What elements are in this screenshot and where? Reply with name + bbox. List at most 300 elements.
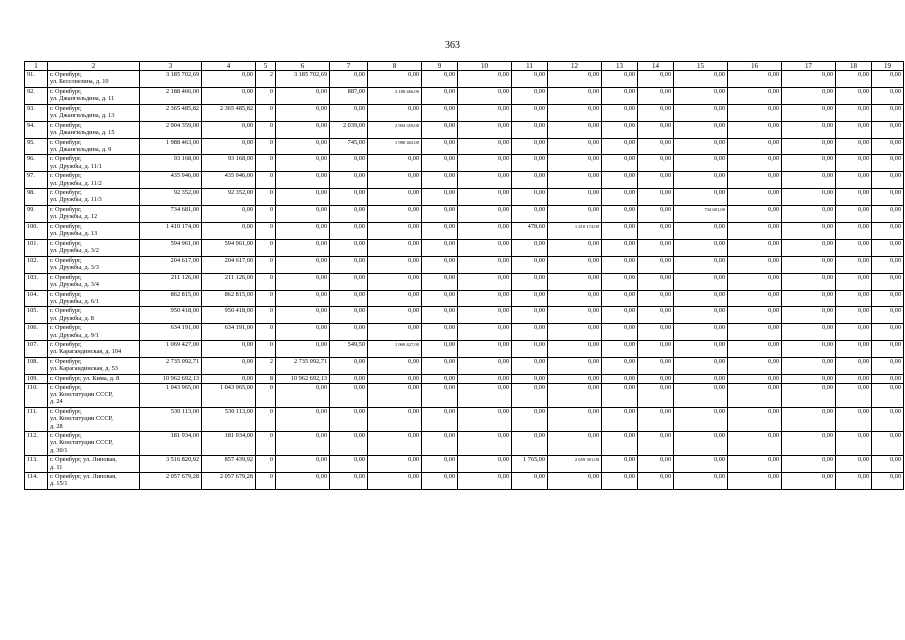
value-cell: 0,00 — [638, 71, 674, 88]
value-cell: 0,00 — [276, 341, 330, 358]
value-cell: 0,00 — [602, 155, 638, 172]
value-cell: 0,00 — [422, 121, 458, 138]
address-line: г. Оренбург, — [50, 307, 82, 315]
value-cell: 0,00 — [422, 155, 458, 172]
table-row — [25, 189, 904, 206]
value-cell: 0,00 — [330, 408, 368, 432]
value-cell: 0,00 — [276, 172, 330, 189]
value-cell: 0,00 — [548, 384, 602, 408]
value-cell: 0,00 — [512, 358, 548, 375]
value-cell: 0,00 — [330, 384, 368, 408]
value-cell: 0,00 — [458, 456, 512, 473]
table-row — [25, 432, 904, 456]
value-cell: 530 113,00 — [140, 408, 202, 432]
value-cell: 862 815,00 — [140, 290, 202, 307]
value-cell: 0,00 — [512, 71, 548, 88]
value-cell: 0,00 — [368, 71, 422, 88]
value-cell: 0,00 — [548, 375, 602, 384]
column-number: 18 — [836, 62, 872, 71]
value-cell: 0 — [256, 324, 276, 341]
value-cell: 0,00 — [638, 155, 674, 172]
table-row — [25, 256, 904, 273]
value-cell: 1 069 427,00 — [140, 341, 202, 358]
value-cell: 0,00 — [202, 223, 256, 240]
address-line: г. Оренбург, — [50, 121, 82, 129]
value-cell: 0,00 — [638, 206, 674, 223]
value-cell: 0,00 — [836, 432, 872, 456]
value-cell: 0,00 — [330, 307, 368, 324]
value-cell: 0,00 — [276, 273, 330, 290]
column-number: 5 — [256, 62, 276, 71]
table-row — [25, 239, 904, 256]
row-number: 103. — [25, 273, 48, 290]
address-line: ул. Бессонезина, д. 10 — [50, 78, 109, 86]
value-cell: 2 039,00 — [330, 121, 368, 138]
value-cell: 0 — [256, 256, 276, 273]
value-cell: 0,00 — [330, 375, 368, 384]
address-line: д. 11 — [50, 463, 63, 471]
value-cell: 0,00 — [872, 256, 904, 273]
value-cell: 2 — [256, 358, 276, 375]
value-cell: 1 410 174,00 — [548, 223, 602, 240]
value-cell: 0,00 — [422, 206, 458, 223]
value-cell: 0,00 — [276, 307, 330, 324]
value-cell: 0,00 — [728, 473, 782, 490]
value-cell: 0,00 — [368, 473, 422, 490]
value-cell: 0,00 — [602, 138, 638, 155]
value-cell: 0,00 — [602, 341, 638, 358]
value-cell: 0 — [256, 121, 276, 138]
address-line: ул. Джангильдина, д. 11 — [50, 95, 115, 103]
row-number: 98. — [25, 189, 48, 206]
value-cell: 634 191,00 — [140, 324, 202, 341]
value-cell: 0,00 — [330, 473, 368, 490]
value-cell: 0,00 — [458, 375, 512, 384]
address-cell — [48, 375, 140, 384]
value-cell: 0,00 — [602, 121, 638, 138]
value-cell: 0,00 — [458, 358, 512, 375]
table-row — [25, 341, 904, 358]
value-cell: 0,00 — [276, 256, 330, 273]
value-cell: 0,00 — [728, 375, 782, 384]
address-line: д. 30/1 — [50, 446, 68, 454]
value-cell: 0,00 — [638, 432, 674, 456]
table-row — [25, 358, 904, 375]
value-cell: 0,00 — [674, 239, 728, 256]
value-cell: 0,00 — [836, 473, 872, 490]
value-cell: 0,00 — [368, 375, 422, 384]
value-cell: 0,00 — [548, 290, 602, 307]
value-cell: 211 126,00 — [202, 273, 256, 290]
address-line: ул. Дружбы, д. 3/3 — [50, 264, 99, 271]
address-line: ул. Карагандинская, д. 104 — [50, 348, 122, 356]
value-cell: 2 904 359,00 — [140, 121, 202, 138]
value-cell: 0,00 — [368, 155, 422, 172]
value-cell: 0,00 — [782, 324, 836, 341]
row-number: 96. — [25, 155, 48, 172]
value-cell: 0,00 — [674, 473, 728, 490]
row-number: 114. — [25, 473, 48, 490]
value-cell: 0 — [256, 189, 276, 206]
value-cell: 0,00 — [276, 324, 330, 341]
row-number: 107. — [25, 341, 48, 358]
value-cell: 0,00 — [368, 104, 422, 121]
value-cell: 0,00 — [872, 456, 904, 473]
address-line: ул. Дружбы, д. 11/1 — [50, 162, 102, 170]
value-cell: 0 — [256, 239, 276, 256]
value-cell: 745,00 — [330, 138, 368, 155]
value-cell: 0,00 — [422, 432, 458, 456]
value-cell: 0,00 — [422, 239, 458, 256]
value-cell: 0,00 — [728, 206, 782, 223]
value-cell: 0,00 — [728, 223, 782, 240]
value-cell: 1 043 965,00 — [202, 384, 256, 408]
value-cell: 0,00 — [836, 172, 872, 189]
address-line: г. Оренбург, ул. Липовая, — [50, 456, 117, 464]
value-cell: 0,00 — [512, 375, 548, 384]
value-cell: 0,00 — [512, 290, 548, 307]
value-cell: 0 — [256, 104, 276, 121]
value-cell: 0,00 — [330, 256, 368, 273]
value-cell: 181 934,00 — [140, 432, 202, 456]
value-cell: 0,00 — [602, 87, 638, 104]
value-cell: 0,00 — [728, 189, 782, 206]
value-cell: 0,00 — [422, 324, 458, 341]
value-cell: 0,00 — [330, 71, 368, 88]
value-cell: 2 365 485,82 — [202, 104, 256, 121]
address-cell — [48, 432, 140, 456]
value-cell: 0,00 — [548, 307, 602, 324]
address-cell — [48, 456, 140, 473]
table-row — [25, 138, 904, 155]
row-number: 102. — [25, 256, 48, 273]
value-cell: 0,00 — [602, 71, 638, 88]
value-cell: 0,00 — [602, 172, 638, 189]
table-row — [25, 408, 904, 432]
value-cell: 0,00 — [368, 239, 422, 256]
value-cell: 0,00 — [512, 273, 548, 290]
value-cell: 0,00 — [674, 273, 728, 290]
value-cell: 0,00 — [602, 273, 638, 290]
value-cell: 0,00 — [602, 358, 638, 375]
column-number: 1 — [25, 62, 48, 71]
value-cell: 0,00 — [602, 104, 638, 121]
value-cell: 0,00 — [674, 384, 728, 408]
value-cell: 0,00 — [458, 290, 512, 307]
address-line: г. Оренбург, ул. Липовая, — [50, 473, 117, 481]
value-cell: 181 934,00 — [202, 432, 256, 456]
value-cell: 0,00 — [728, 408, 782, 432]
value-cell: 0,00 — [782, 155, 836, 172]
value-cell: 0,00 — [512, 189, 548, 206]
value-cell: 0,00 — [602, 307, 638, 324]
value-cell: 0,00 — [728, 155, 782, 172]
address-cell — [48, 223, 140, 240]
value-cell: 0 — [256, 290, 276, 307]
value-cell: 0,00 — [368, 324, 422, 341]
value-cell: 0,00 — [422, 172, 458, 189]
value-cell: 0,00 — [330, 239, 368, 256]
value-cell: 0,00 — [638, 307, 674, 324]
address-line: ул. Дружбы, д. 3/4 — [50, 280, 99, 288]
address-line: г. Оренбург, — [50, 341, 82, 349]
value-cell: 0,00 — [836, 71, 872, 88]
value-cell: 0,00 — [202, 71, 256, 88]
value-cell: 0,00 — [638, 223, 674, 240]
address-cell — [48, 324, 140, 341]
value-cell: 594 961,00 — [202, 239, 256, 256]
value-cell: 0,00 — [512, 341, 548, 358]
value-cell: 0,00 — [836, 273, 872, 290]
value-cell: 0,00 — [548, 87, 602, 104]
address-line: г. Оренбург, — [50, 273, 82, 281]
value-cell: 0,00 — [728, 307, 782, 324]
value-cell: 0,00 — [512, 307, 548, 324]
value-cell: 0,00 — [674, 223, 728, 240]
address-cell — [48, 290, 140, 307]
value-cell: 0,00 — [330, 172, 368, 189]
value-cell: 0,00 — [512, 87, 548, 104]
value-cell: 0,00 — [422, 138, 458, 155]
column-number: 16 — [728, 62, 782, 71]
value-cell: 93 168,00 — [140, 155, 202, 172]
value-cell: 0,00 — [782, 358, 836, 375]
address-cell — [48, 473, 140, 490]
value-cell: 0,00 — [782, 432, 836, 456]
address-cell — [48, 239, 140, 256]
value-cell: 0,00 — [674, 290, 728, 307]
column-number: 12 — [548, 62, 602, 71]
value-cell: 0,00 — [782, 239, 836, 256]
value-cell: 0,00 — [872, 155, 904, 172]
value-cell: 0,00 — [512, 384, 548, 408]
value-cell: 0,00 — [872, 87, 904, 104]
value-cell: 0,00 — [330, 206, 368, 223]
address-line: ул. Конституции СССР, — [50, 439, 113, 447]
value-cell: 0,00 — [728, 87, 782, 104]
address-cell — [48, 408, 140, 432]
value-cell: 0,00 — [458, 138, 512, 155]
value-cell: 435 946,00 — [140, 172, 202, 189]
value-cell: 0,00 — [602, 239, 638, 256]
value-cell: 0,00 — [836, 121, 872, 138]
value-cell: 0,00 — [548, 172, 602, 189]
value-cell: 0,00 — [330, 189, 368, 206]
value-cell: 0,00 — [512, 206, 548, 223]
column-number: 14 — [638, 62, 674, 71]
column-number: 3 — [140, 62, 202, 71]
value-cell: 0,00 — [872, 290, 904, 307]
value-cell: 0,00 — [512, 256, 548, 273]
value-cell: 0,00 — [276, 155, 330, 172]
row-number: 105. — [25, 307, 48, 324]
value-cell: 2 057 679,28 — [202, 473, 256, 490]
value-cell: 0,00 — [458, 341, 512, 358]
value-cell: 0,00 — [422, 104, 458, 121]
address-line: г. Оренбург, — [50, 256, 82, 264]
value-cell: 0,00 — [422, 384, 458, 408]
value-cell: 0,00 — [422, 408, 458, 432]
address-line: ул. Конституции СССР, — [50, 391, 113, 399]
value-cell: 0,00 — [836, 290, 872, 307]
address-cell — [48, 189, 140, 206]
value-cell: 0,00 — [872, 121, 904, 138]
value-cell: 0,00 — [202, 87, 256, 104]
value-cell: 0,00 — [674, 408, 728, 432]
table-row — [25, 273, 904, 290]
value-cell: 0,00 — [782, 189, 836, 206]
value-cell: 0,00 — [458, 121, 512, 138]
value-cell: 1 043 965,00 — [140, 384, 202, 408]
address-cell — [48, 256, 140, 273]
value-cell: 0,00 — [872, 324, 904, 341]
value-cell: 0 — [256, 172, 276, 189]
value-cell: 0,00 — [602, 456, 638, 473]
value-cell: 0,00 — [330, 223, 368, 240]
row-number: 109. — [25, 375, 48, 384]
value-cell: 0,00 — [276, 384, 330, 408]
address-line: г. Оренбург, — [50, 206, 82, 214]
value-cell: 0,00 — [548, 189, 602, 206]
value-cell: 0,00 — [422, 341, 458, 358]
column-number: 13 — [602, 62, 638, 71]
value-cell: 0,00 — [276, 223, 330, 240]
value-cell: 1 765,00 — [512, 456, 548, 473]
value-cell: 887,00 — [330, 87, 368, 104]
value-cell: 0,00 — [602, 189, 638, 206]
value-cell: 0,00 — [602, 473, 638, 490]
table-row — [25, 375, 904, 384]
value-cell: 0,00 — [368, 408, 422, 432]
row-number: 91. — [25, 71, 48, 88]
value-cell: 0,00 — [458, 189, 512, 206]
value-cell: 204 617,00 — [140, 256, 202, 273]
row-number: 94. — [25, 121, 48, 138]
value-cell: 0,00 — [422, 256, 458, 273]
value-cell: 0,00 — [512, 432, 548, 456]
address-line: д. 28 — [50, 422, 63, 430]
value-cell: 0,00 — [638, 408, 674, 432]
value-cell: 0,00 — [638, 384, 674, 408]
row-number: 100. — [25, 223, 48, 240]
value-cell: 0,00 — [728, 239, 782, 256]
value-cell: 734 681,00 — [140, 206, 202, 223]
address-cell — [48, 206, 140, 223]
value-cell: 0,00 — [836, 456, 872, 473]
value-cell: 0,00 — [872, 473, 904, 490]
value-cell: 0,00 — [836, 408, 872, 432]
address-line: ул. Джангильдина, д. 15 — [50, 128, 115, 136]
value-cell: 0,00 — [872, 408, 904, 432]
value-cell: 0,00 — [458, 324, 512, 341]
value-cell: 0,00 — [548, 138, 602, 155]
value-cell: 0,00 — [782, 104, 836, 121]
row-number: 95. — [25, 138, 48, 155]
column-number: 11 — [512, 62, 548, 71]
value-cell: 0,00 — [674, 256, 728, 273]
value-cell: 0,00 — [836, 138, 872, 155]
value-cell: 93 168,00 — [202, 155, 256, 172]
address-cell — [48, 307, 140, 324]
value-cell: 0,00 — [202, 121, 256, 138]
value-cell: 0,00 — [512, 138, 548, 155]
address-line: г. Оренбург, — [50, 87, 82, 95]
value-cell: 0,00 — [276, 432, 330, 456]
value-cell: 0,00 — [872, 375, 904, 384]
value-cell: 0 — [256, 307, 276, 324]
value-cell: 0,00 — [602, 432, 638, 456]
value-cell: 0,00 — [638, 87, 674, 104]
value-cell: 0 — [256, 432, 276, 456]
value-cell: 594 961,00 — [140, 239, 202, 256]
value-cell: 0,00 — [782, 223, 836, 240]
value-cell: 0,00 — [276, 206, 330, 223]
value-cell: 862 815,00 — [202, 290, 256, 307]
value-cell: 1 069 427,00 — [368, 341, 422, 358]
value-cell: 0,00 — [872, 138, 904, 155]
value-cell: 0,00 — [330, 358, 368, 375]
value-cell: 8 — [256, 375, 276, 384]
value-cell: 0,00 — [782, 307, 836, 324]
value-cell: 0,00 — [872, 384, 904, 408]
value-cell: 204 617,00 — [202, 256, 256, 273]
address-cell — [48, 155, 140, 172]
value-cell: 2 057 679,28 — [140, 473, 202, 490]
value-cell: 0,00 — [202, 341, 256, 358]
value-cell: 435 946,00 — [202, 172, 256, 189]
value-cell: 0,00 — [548, 121, 602, 138]
value-cell: 0,00 — [368, 307, 422, 324]
value-cell: 0,00 — [674, 155, 728, 172]
value-cell: 0,00 — [458, 239, 512, 256]
table-row — [25, 324, 904, 341]
address-line: г. Оренбург, — [50, 71, 82, 78]
value-cell: 0,00 — [548, 206, 602, 223]
value-cell: 0,00 — [728, 121, 782, 138]
value-cell: 478,60 — [512, 223, 548, 240]
table-row — [25, 172, 904, 189]
value-cell: 3 185 702,69 — [140, 71, 202, 88]
value-cell: 0,00 — [638, 138, 674, 155]
row-number: 110. — [25, 384, 48, 408]
value-cell: 0,00 — [836, 239, 872, 256]
value-cell: 0,00 — [422, 189, 458, 206]
value-cell: 0,00 — [674, 307, 728, 324]
value-cell: 0,00 — [836, 206, 872, 223]
row-number: 99. — [25, 206, 48, 223]
value-cell: 0,00 — [548, 473, 602, 490]
value-cell: 0 — [256, 473, 276, 490]
value-cell: 0,00 — [512, 121, 548, 138]
value-cell: 0,00 — [728, 290, 782, 307]
value-cell: 92 352,00 — [202, 189, 256, 206]
value-cell: 0,00 — [368, 432, 422, 456]
row-number: 97. — [25, 172, 48, 189]
address-line: г. Оренбург, — [50, 172, 82, 180]
value-cell: 0,00 — [872, 273, 904, 290]
value-cell: 0,00 — [548, 341, 602, 358]
value-cell: 0,00 — [638, 189, 674, 206]
value-cell: 0,00 — [276, 87, 330, 104]
value-cell: 0 — [256, 408, 276, 432]
value-cell: 0,00 — [872, 104, 904, 121]
value-cell: 2 188 466,00 — [368, 87, 422, 104]
value-cell: 0,00 — [368, 172, 422, 189]
value-cell: 0 — [256, 206, 276, 223]
address-cell — [48, 121, 140, 138]
value-cell: 0 — [256, 138, 276, 155]
column-number: 15 — [674, 62, 728, 71]
